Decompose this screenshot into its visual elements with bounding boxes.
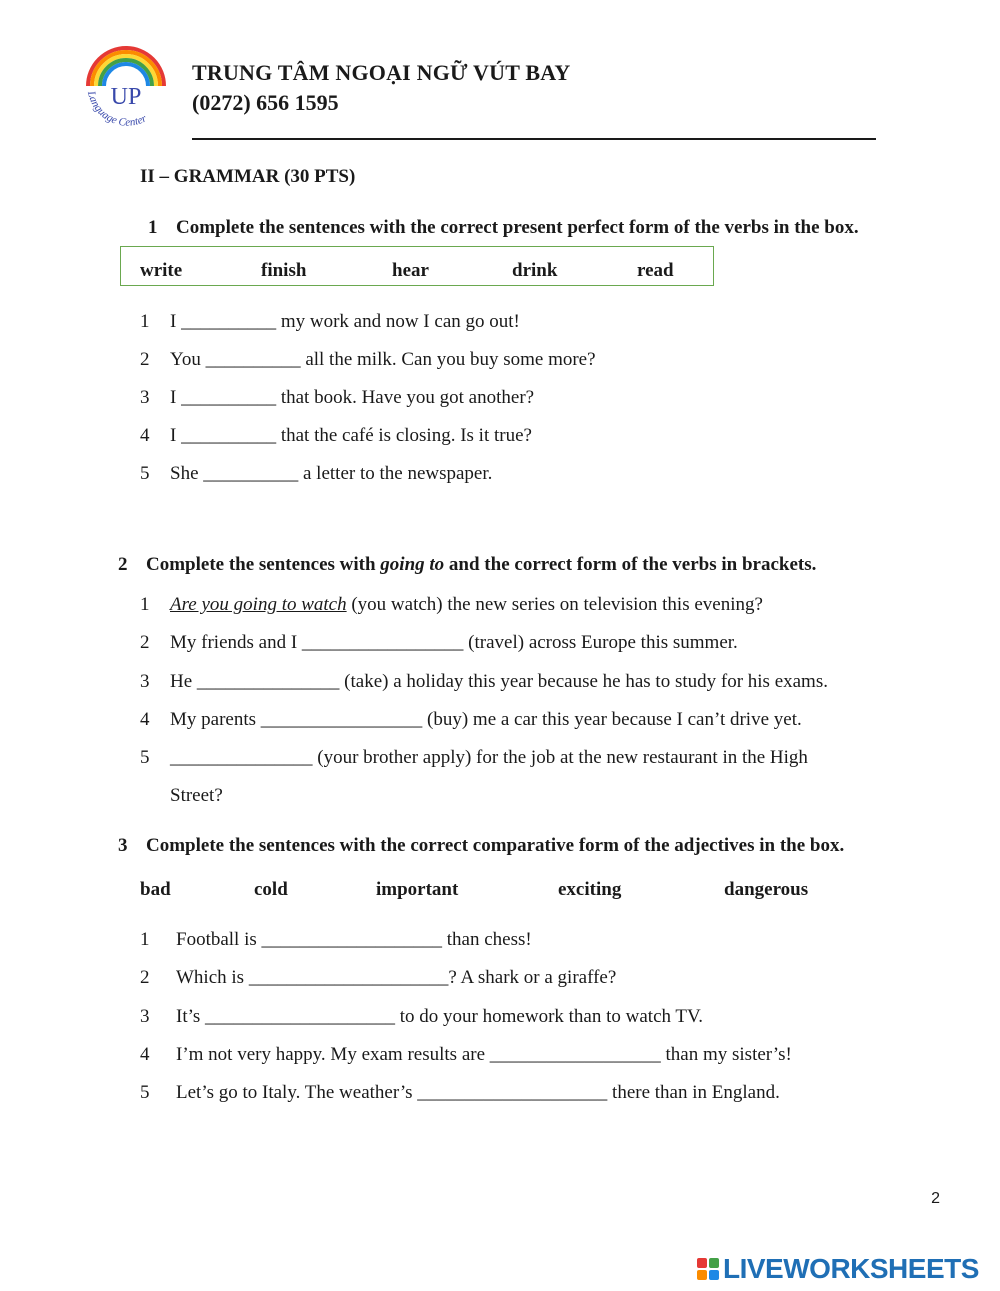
exercise-1-item[interactable]: 5 She __________ a letter to the newspaper. — [140, 463, 493, 484]
word-box-item: important — [376, 879, 459, 900]
logo-ring-text: Language Center — [84, 89, 149, 129]
exercise-2-item[interactable]: 2 My friends and I _________________ (travel) across Europe this summer. — [140, 632, 738, 653]
exercise-3-instruction: Complete the sentences with the correct comparative form of the adjectives in the box. — [146, 835, 845, 856]
word-box-item: bad — [140, 879, 171, 900]
word-box-item: read — [637, 260, 674, 281]
exercise-2-item-continuation: Street? — [170, 785, 223, 806]
word-box-item: write — [140, 260, 183, 281]
exercise-3-item[interactable]: 2 Which is _____________________? A shark or a giraffe? — [140, 967, 617, 988]
exercise-1-item[interactable]: 2 You __________ all the milk. Can you buy some more? — [140, 349, 596, 370]
word-box-item: drink — [512, 260, 558, 281]
word-box-item: hear — [392, 260, 429, 281]
exercise-2-item[interactable]: 5 _______________ (your brother apply) for the job at the new restaurant in the High — [140, 747, 808, 768]
page-number: 2 — [931, 1190, 940, 1207]
exercise-2-item[interactable]: 3 He _______________ (take) a holiday this year because he has to study for his exams. — [140, 671, 828, 692]
language-center-logo — [80, 42, 172, 134]
brand-tiles-icon — [697, 1258, 719, 1280]
exercise-1-instruction: Complete the sentences with the correct present perfect form of the verbs in the box. — [176, 217, 859, 238]
section-title: II – GRAMMAR (30 PTS) — [140, 166, 356, 187]
exercise-3-number: 3 — [118, 835, 128, 856]
exercise-2-item[interactable]: 4 My parents _________________ (buy) me a car this year because I can’t drive yet. — [140, 709, 802, 730]
word-box-item: finish — [261, 260, 307, 281]
logo-brand-text: UP — [110, 84, 142, 110]
exercise-2-example-item: 1 Are you going to watch (you watch) the new series on television this evening? — [140, 594, 763, 615]
exercise-1-item[interactable]: 4 I __________ that the café is closing. Is it true? — [140, 425, 532, 446]
exercise-1-number: 1 — [148, 217, 158, 238]
exercise-3-item[interactable]: 3 It’s ____________________ to do your homework than to watch TV. — [140, 1006, 704, 1027]
exercise-3-item[interactable]: 1 Football is ___________________ than chess! — [140, 929, 532, 950]
word-box-item: exciting — [558, 879, 622, 900]
exercise-3-title — [118, 835, 844, 857]
word-box-item: cold — [254, 879, 288, 900]
exercise-1-title — [148, 217, 859, 239]
organization-phone: (0272) 656 1595 — [192, 90, 339, 115]
header-divider — [192, 138, 876, 140]
word-box-item: dangerous — [724, 879, 809, 900]
exercise-2-title: 2 Complete the sentences with going to and the correct form of the verbs in brackets. — [118, 554, 817, 575]
organization-name: TRUNG TÂM NGOẠI NGỮ VÚT BAY — [192, 60, 571, 85]
liveworksheets-brand[interactable] — [697, 1252, 979, 1286]
brand-text: LIVEWORKSHEETS — [723, 1253, 979, 1284]
example-answer: Are you going to watch — [170, 594, 347, 615]
exercise-3-item[interactable]: 4 I’m not very happy. My exam results are __________________ than my sister’s! — [140, 1044, 792, 1065]
exercise-1-item[interactable]: 1 I __________ my work and now I can go out! — [140, 311, 520, 332]
exercise-3-item[interactable]: 5 Let’s go to Italy. The weather’s ____________________ there than in England. — [140, 1082, 780, 1103]
exercise-1-item[interactable]: 3 I __________ that book. Have you got another? — [140, 387, 535, 408]
exercise-2-number: 2 — [118, 554, 128, 575]
